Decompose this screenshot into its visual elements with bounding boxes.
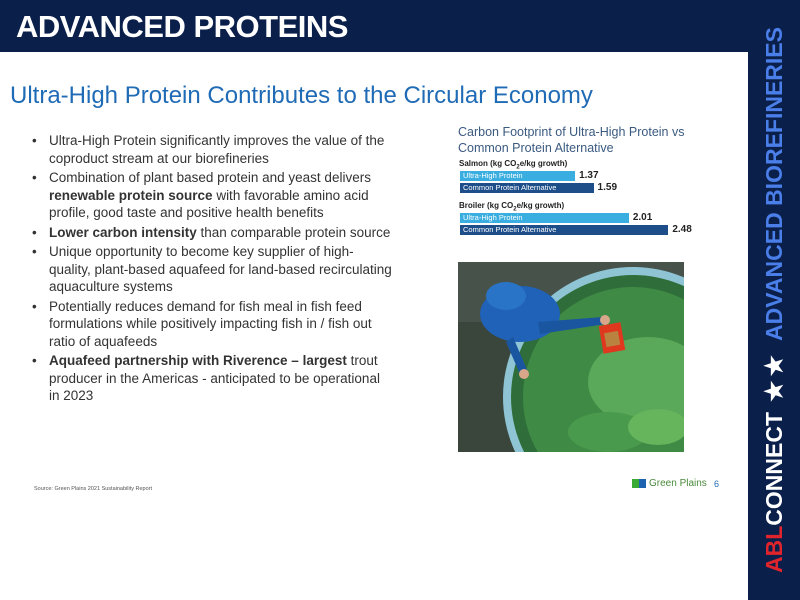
chart-bar: Ultra-High Protein [460,171,575,181]
logo-mark-icon [632,479,646,488]
chart-title: Carbon Footprint of Ultra-High Protein vs Common Protein Alternative [458,125,685,155]
banner-title: ADVANCED PROTEINS [16,9,348,44]
bullet-item: • Ultra-High Protein significantly improves the value of the coproduct stream at our biorefineries [32,132,392,167]
bar-value-label: 2.48 [672,224,692,235]
bullet-item: • Potentially reduces demand for fish meal in fish feed formulations while positively impacting fish in / fish out ratio of aquafeeds [32,298,392,351]
bullet-item: • Aquafeed partnership with Riverence – largest trout producer in the Americas - anticipated to be operational in 2023 [32,352,392,405]
bullet-item: • Combination of plant based protein and yeast delivers renewable protein source with favorable amino acid profile, good taste and positive health benefits [32,169,392,222]
bullet-item: • Lower carbon intensity than comparable protein source [32,224,392,242]
brand-connect: CONNECT [760,411,787,526]
aquaculture-tank-photo [458,262,684,452]
chart-bar: Common Protein Alternative [460,183,594,193]
stars-icon: ★★ [760,350,788,402]
bar-value-label: 1.59 [597,182,618,193]
bar-value-label: 1.37 [579,170,599,181]
chart-bar: Common Protein Alternative [460,225,668,235]
brand-advanced-biorefineries: ADVANCED BIOREFINERIES [760,27,787,341]
bullet-item: • Unique opportunity to become key supplier of high-quality, plant-based aquafeed for land-based recirculating aquaculture systems [32,243,392,296]
slide-title: Ultra-High Protein Contributes to the Circular Economy [10,82,593,109]
page-number: 6 [714,479,720,489]
brand-abl: ABL [760,525,787,573]
group-label-salmon: Salmon (kg $CO_2e/kg$ growth) [459,159,568,171]
top-banner [0,0,748,52]
source-note: Source: Green Plains 2021 Sustainability Report [34,486,153,492]
green-plains-logo [632,478,707,489]
logo-text: Green Plains [649,478,707,489]
group-label-broiler: Broiler (kg $CO_2e/kg$ growth) [459,201,565,213]
side-brand-text [754,0,794,600]
bar-value-label: 2.01 [632,212,653,223]
chart-bar: Ultra-High Protein [460,213,629,223]
bullet-list [32,132,392,407]
